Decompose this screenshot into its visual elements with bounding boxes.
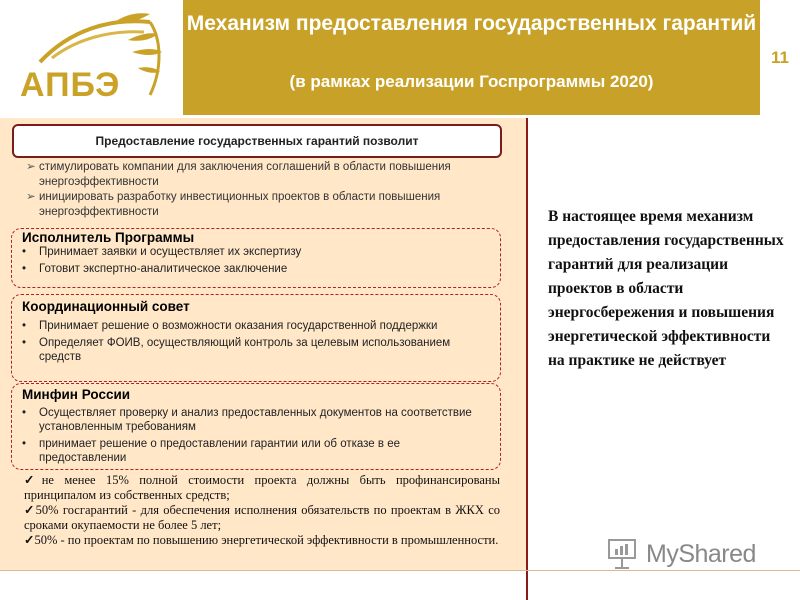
council-list [22, 319, 488, 367]
list-item [22, 336, 488, 364]
arrow-list-item [26, 190, 496, 219]
presentation-icon [606, 537, 640, 571]
arrow-bullet-icon: ➢ [26, 191, 36, 203]
arrow-item-text: стимулировать компании для заключения соглашений в области повышения энергоэффективности [39, 161, 451, 188]
condition-text: не менее 15% полной стоимости проекта должны быть профинансированы принципалом из собственных средств; [24, 473, 500, 502]
list-item-text: Определяет ФОИВ, осуществляющий контроль за целевым использованием средств [39, 337, 451, 363]
logo [0, 0, 182, 115]
council-box [11, 294, 501, 382]
bullet-icon: • [22, 320, 27, 332]
header-bar [183, 0, 760, 115]
arrow-list [26, 160, 496, 220]
condition-text: 50% госгарантий - для обеспечения исполнения обязательств по проектам в ЖКХ со сроками окупаемости не более 5 лет; [24, 503, 500, 532]
minfin-heading: Минфин России [22, 387, 131, 402]
list-item-text: принимает решение о предоставлении гарантии или об отказе в ее предоставлении [39, 438, 400, 464]
checkmark-icon: ✓ [24, 533, 35, 547]
condition-item [24, 473, 500, 503]
condition-text: 50% - по проектам по повышению энергетической эффективности в промышленности. [34, 533, 499, 547]
arrow-item-text: инициировать разработку инвестиционных проектов в области повышения энергоэффективности [39, 191, 441, 218]
executor-list [22, 245, 488, 279]
bullet-icon: • [22, 246, 27, 258]
bullet-icon: • [22, 438, 27, 450]
watermark-text: MyShared [646, 539, 756, 568]
minfin-list [22, 406, 488, 468]
bullet-icon: • [22, 407, 27, 419]
bullet-icon: • [22, 337, 27, 349]
list-item-text: Осуществляет проверку и анализ предоставленных документов на соответствие установленным требованиям [39, 407, 472, 433]
list-item [22, 319, 488, 333]
minfin-box [11, 383, 501, 470]
page-subtitle: (в рамках реализации Госпрограммы 2020) [289, 72, 654, 91]
list-item-text: Готовит экспертно-аналитическое заключение [39, 263, 288, 275]
conditions-list [24, 473, 500, 548]
checkmark-icon: ✓ [24, 503, 36, 517]
page-number: 11 [771, 47, 789, 67]
list-item [22, 245, 488, 259]
list-item [22, 406, 488, 434]
logo-text: АПБЭ [20, 66, 121, 104]
guarantee-heading-text: Предоставление государственных гарантий позволит [95, 134, 419, 148]
council-heading: Координационный совет [22, 299, 190, 314]
vertical-divider [526, 118, 528, 600]
watermark [606, 537, 756, 571]
condition-item [24, 503, 500, 533]
executor-box [11, 228, 501, 288]
list-item-text: Принимает решение о возможности оказания государственной поддержки [39, 320, 438, 332]
checkmark-icon: ✓ [24, 473, 42, 487]
guarantee-heading-box [12, 124, 502, 158]
condition-item [24, 533, 500, 548]
arrow-bullet-icon: ➢ [26, 161, 36, 173]
page-title: Механизм предоставления государственных гарантий [186, 12, 757, 35]
list-item [22, 262, 488, 276]
list-item [22, 437, 488, 465]
status-note: В настоящее время механизм предоставления государственных гарантий для реализации проектов в области энергосбережения и повышения энергетической эффективности на практике не действует [548, 208, 784, 369]
arrow-list-item [26, 160, 496, 189]
list-item-text: Принимает заявки и осуществляет их экспертизу [39, 246, 302, 258]
executor-heading: Исполнитель Программы [22, 230, 195, 245]
bullet-icon: • [22, 263, 27, 275]
